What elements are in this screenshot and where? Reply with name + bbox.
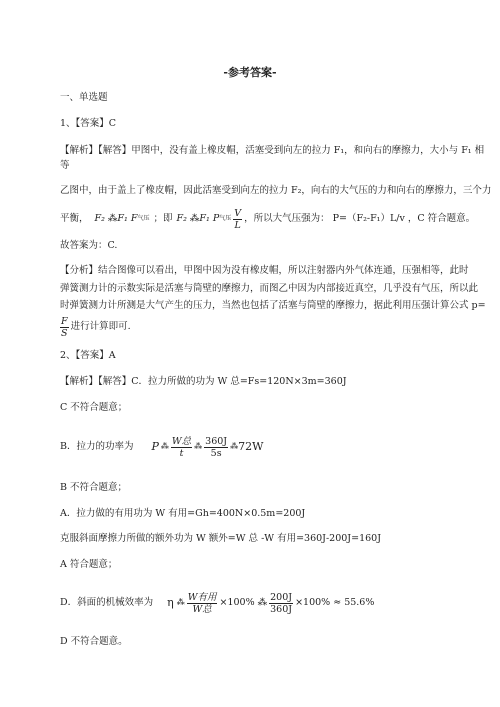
- q2-b-f2-den: 5s: [210, 447, 222, 459]
- q1-analysis-line-1b: 等: [60, 160, 70, 171]
- q1-eq-prefix: 平衡，: [60, 213, 89, 224]
- q1-summary-line-2: 弹簧测力计的示数实际是活塞与筒壁的摩擦力，而图乙中因为内部接近真空，几乎没有气压，所以此: [60, 283, 479, 294]
- q2-b-equation-line: [60, 432, 263, 462]
- q1-eq-a: F₂ ⁂F₁ F: [94, 213, 138, 224]
- q1-analysis-line-2: 乙图中，由于盖上了橡皮帽，因此活塞受到向左的拉力 F₂，向右的大气压的力和向右的摩擦力，三个力: [60, 185, 492, 196]
- q2-b-fraction-2: [204, 436, 228, 459]
- q2-analysis-line-1: 【解析】【解答】C．拉力所做的功为 W 总=Fs=120N×3m=360J: [60, 376, 347, 387]
- q2-b-f2-num: 360J: [205, 435, 228, 447]
- q2-b-wrong: B 不符合题意；: [60, 482, 128, 493]
- q1-eq-a-sub: 气压: [137, 215, 150, 222]
- q2-d-tail: ×100% ≈ 55.6%: [295, 597, 375, 608]
- q2-b-result: 72W: [238, 440, 264, 453]
- q1-summary-frac-num: F: [61, 315, 68, 327]
- q2-b-approx-3: ⁂: [230, 442, 239, 451]
- q2-d-wrong: D 不符合题意。: [60, 636, 128, 647]
- q1-eq-frac-den: L: [234, 219, 241, 231]
- q1-eq-tail: ，所以大气压强为： P=（F₂-F₁）L/v ，C 符合题意。: [244, 213, 476, 224]
- q2-answer: 2、【答案】A: [60, 350, 116, 361]
- q2-d-f1-num: W有用: [187, 591, 217, 603]
- q2-d-prefix: D．斜面的机械效率为: [60, 597, 154, 608]
- q1-summary-tail: 进行计算即可.: [70, 321, 131, 332]
- q2-a-wrong: A 符合题意；: [60, 559, 118, 570]
- section-heading: 一、单选题: [60, 92, 108, 103]
- q2-b-approx-2: ⁂: [194, 442, 203, 451]
- q2-d-mid: ×100% ⁂: [219, 597, 268, 608]
- q2-d-fraction-2: [269, 592, 293, 615]
- q2-d-fraction-1: [187, 592, 218, 615]
- q1-answer: 1、【答案】C: [60, 118, 117, 129]
- q2-b-f1-den: t: [179, 447, 184, 459]
- q2-d-equation-line: [60, 587, 374, 619]
- q2-b-p: P: [151, 440, 159, 453]
- q1-summary-line-1: 【分析】结合图像可以看出，甲图中因为没有橡皮帽，所以注射器内外气体连通，压强相等，此时: [60, 265, 469, 276]
- q2-extra-work-line: 克服斜面摩擦力所做的额外功为 W 额外=W 总 -W 有用=360J-200J=160J: [60, 533, 382, 544]
- q1-equation-line: [60, 204, 475, 234]
- q2-b-fraction-1: [171, 436, 192, 459]
- q1-eq-b: F₂ ⁂F₁ P: [176, 213, 220, 224]
- q2-c-wrong: C 不符合题意；: [60, 402, 128, 413]
- q1-eq-frac-num: V: [234, 207, 242, 219]
- q2-b-f1-num: W总: [171, 435, 192, 447]
- q2-d-f2-den: 360J: [270, 603, 293, 615]
- q2-a-line: A．拉力做的有用功为 W 有用=Gh=400N×0.5m=200J: [60, 508, 306, 519]
- q2-b-approx-1: ⁂: [160, 442, 169, 451]
- q1-eq-fraction: [233, 208, 242, 231]
- q1-summary-frac-den: S: [61, 327, 68, 339]
- q2-d-approx-1: ⁂: [176, 598, 185, 607]
- q2-d-f2-num: 200J: [270, 591, 293, 603]
- q1-summary-fraction: [60, 316, 69, 339]
- q1-eq-b-sub: 气压: [219, 215, 232, 222]
- q1-analysis-line-1: 【解析】【解答】甲图中，没有盖上橡皮帽，活塞受到向左的拉力 F₁，和向右的摩擦力，大小与 F₁ 相: [60, 145, 485, 156]
- q1-eq-mid: ；即: [153, 213, 173, 224]
- q1-conclusion: 故答案为：C.: [60, 240, 118, 251]
- q2-b-prefix: B．拉力的功率为: [60, 441, 134, 452]
- q1-summary-line-3: 时弹簧测力计所测是大气产生的压力，当然也包括了活塞与筒壁的摩擦力，据此利用压强计算公式 p=: [60, 300, 486, 311]
- page-title: -参考答案-: [223, 66, 277, 79]
- q1-summary-formula-line: [60, 313, 131, 341]
- q2-d-f1-den: W总: [192, 603, 212, 615]
- q2-d-eta: η: [167, 596, 174, 609]
